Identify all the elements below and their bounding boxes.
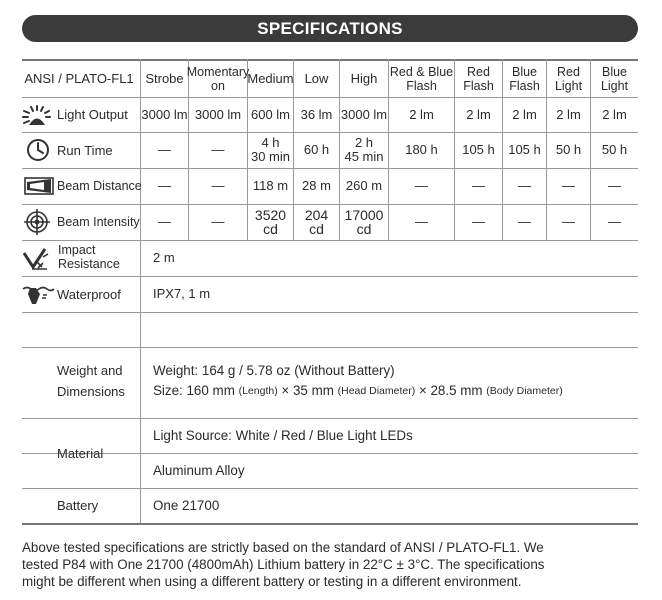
spec-value-line: — [211, 178, 225, 193]
spec-value-line: — [211, 142, 225, 157]
spec-value-cell [591, 97, 638, 132]
mode-header [591, 61, 638, 97]
spec-value-cell [189, 204, 247, 240]
impact-label-line2: Resistance [58, 257, 120, 271]
spec-value-cell [547, 168, 590, 204]
spec-value-cell [389, 204, 454, 240]
mode-header-line: on [211, 79, 225, 93]
spec-value-line: — [562, 178, 575, 193]
size-mid2: × 28.5 mm [415, 383, 487, 398]
size-mid: × 35 mm [277, 383, 338, 398]
spec-value-line: 180 h [405, 142, 438, 157]
size-head-note: (Head Diameter) [337, 385, 416, 397]
weight-label-line2: Dimensions [57, 384, 125, 399]
spec-value-cell [294, 97, 339, 132]
spec-value-line: — [158, 178, 171, 193]
spec-value-cell [503, 132, 546, 168]
spec-value-line: — [562, 214, 575, 229]
impact-resistance-value: 2 m [153, 250, 175, 265]
spec-value-line: 30 min [250, 149, 291, 164]
run-time-label: Run Time [57, 142, 113, 158]
spec-value-line: — [608, 178, 621, 193]
spec-value-line: 36 lm [300, 106, 333, 122]
spec-value-line: 60 h [303, 142, 330, 157]
spec-value-line: 3000 lm [194, 106, 242, 122]
light-output-label: Light Output [57, 107, 128, 122]
spec-value-cell [503, 204, 546, 240]
spec-value-line: 105 h [462, 142, 495, 157]
size-body-note: (Body Diameter) [486, 385, 563, 397]
mode-header-line: Flash [406, 79, 437, 93]
spec-value-cell [248, 97, 293, 132]
mode-header [455, 61, 502, 97]
spec-value-line: — [608, 214, 621, 229]
spec-value-cell [455, 97, 502, 132]
light-output-icon [20, 103, 54, 127]
footnote-line2: tested P84 with One 21700 (4800mAh) Lithium battery in 22°C ± 3°C. The specifications [22, 557, 545, 572]
spec-value-line: — [518, 178, 531, 193]
spec-value-cell [340, 204, 388, 240]
mode-header-line: High [350, 71, 378, 86]
spec-value-cell [389, 132, 454, 168]
mode-header [340, 61, 388, 97]
spec-value-line: 105 h [508, 142, 541, 157]
spec-value-line: 2 lm [602, 106, 627, 122]
mode-header-line: Light [554, 79, 583, 93]
spec-value-cell [141, 97, 188, 132]
spec-value-line: 204 [304, 207, 329, 223]
footnote-line3: might be different when using a different battery or testing in a different environment. [22, 574, 522, 589]
spec-value-line: — [472, 178, 485, 193]
spec-value-line: 260 m [345, 178, 383, 193]
size-prefix: Size: 160 mm [153, 383, 239, 398]
mode-header-line: Red [467, 65, 490, 79]
size-value [153, 382, 638, 400]
mode-header-line: Momentary [186, 65, 250, 79]
mode-header-line: Flash [509, 79, 540, 93]
spec-value-line: 50 h [601, 142, 628, 157]
spec-value-cell [294, 204, 339, 240]
spec-value-cell [248, 204, 293, 240]
spec-value-line: — [158, 214, 171, 229]
spec-value-cell [248, 168, 293, 204]
mode-header-line: Low [304, 71, 329, 86]
row-divider [22, 312, 638, 313]
spec-value-cell [340, 97, 388, 132]
spec-value-line: 2 lm [466, 106, 491, 122]
spec-value-cell [547, 97, 590, 132]
spec-value-line: 3520 [254, 207, 287, 223]
spec-value-line: cd [356, 221, 372, 237]
impact-resistance-label [58, 242, 120, 275]
spec-value-cell [389, 168, 454, 204]
spec-value-line: — [158, 142, 171, 157]
row-divider [22, 347, 638, 348]
battery-value: One 21700 [153, 497, 220, 513]
mode-header [503, 61, 546, 97]
mode-header [248, 61, 293, 97]
mode-header-line: Flash [463, 79, 494, 93]
spec-value-cell [455, 204, 502, 240]
spec-value-cell [141, 132, 188, 168]
spec-value-cell [294, 168, 339, 204]
spec-value-line: 45 min [344, 149, 384, 164]
spec-value-cell [248, 132, 293, 168]
spec-value-line: — [211, 214, 225, 229]
clock-icon [26, 138, 50, 162]
spec-value-line: — [518, 214, 531, 229]
mode-header [547, 61, 590, 97]
spec-value-cell [503, 168, 546, 204]
spec-value-cell [591, 204, 638, 240]
size-length-note: (Length) [238, 385, 278, 397]
spec-value-cell [189, 168, 247, 204]
spec-value-cell [141, 168, 188, 204]
battery-label: Battery [57, 498, 99, 513]
spec-value-line: 4 h [261, 135, 280, 150]
material-label: Material [57, 445, 104, 461]
spec-value-line: 2 lm [556, 106, 581, 122]
spec-value-line: 3000 lm [141, 106, 188, 122]
mode-header [389, 61, 454, 97]
light-source-value: Light Source: White / Red / Blue Light LEDs [153, 427, 413, 443]
waterproof-label: Waterproof [57, 286, 121, 302]
spec-value-line: — [415, 214, 428, 229]
spec-value-cell [294, 132, 339, 168]
spec-value-line: 118 m [252, 178, 289, 193]
spec-value-line: 17000 [344, 207, 384, 223]
mode-header [141, 61, 188, 97]
spec-value-line: cd [263, 221, 278, 237]
mode-header [186, 61, 250, 97]
impact-label-line1: Impact [58, 243, 96, 257]
beam-distance-icon [24, 176, 54, 196]
spec-value-line: — [472, 214, 485, 229]
spec-value-line: 2 lm [512, 106, 537, 122]
waterproof-value: IPX7, 1 m [153, 286, 211, 301]
weight-dimensions-label [57, 360, 125, 402]
spec-value-line: 2 lm [409, 106, 434, 122]
crosshair-icon [24, 209, 50, 235]
spec-value-cell [455, 168, 502, 204]
spec-value-cell [389, 97, 454, 132]
mode-header [294, 61, 339, 97]
mode-header-line: Medium [247, 71, 294, 86]
beam-intensity-label: Beam Intensity [57, 215, 140, 229]
mode-header-line: Red [557, 65, 580, 79]
footnote [22, 539, 642, 590]
spec-value-cell [547, 204, 590, 240]
beam-distance-label: Beam Distance [57, 179, 142, 193]
spec-value-cell [591, 168, 638, 204]
mode-header-line: Light [600, 79, 629, 93]
spec-value-cell [455, 132, 502, 168]
specifications-banner: SPECIFICATIONS [22, 15, 638, 42]
spec-value-line: — [415, 178, 428, 193]
spec-value-line: cd [309, 221, 324, 237]
spec-value-cell [141, 204, 188, 240]
spec-value-cell [591, 132, 638, 168]
mode-header-line: Blue [511, 65, 538, 79]
mode-header-line: Red & Blue [389, 65, 454, 79]
waterproof-icon [21, 284, 55, 306]
spec-value-cell [547, 132, 590, 168]
mode-header-line: Strobe [145, 71, 184, 86]
spec-value-cell [503, 97, 546, 132]
spec-value-cell [340, 132, 388, 168]
spec-value-line: 3000 lm [340, 106, 388, 122]
spec-value-cell [340, 168, 388, 204]
impact-resistance-icon [21, 247, 51, 273]
weight-value: Weight: 164 g / 5.78 oz (Without Battery) [153, 363, 395, 378]
spec-value-line: 28 m [302, 178, 331, 193]
spec-value-line: 600 lm [250, 106, 291, 122]
spec-value-line: 50 h [555, 142, 582, 157]
mode-header-line: Blue [601, 65, 628, 79]
spec-value-cell [189, 97, 247, 132]
body-material-value: Aluminum Alloy [153, 462, 245, 478]
footnote-line1: Above tested specifications are strictly based on the standard of ANSI / PLATO-FL1. We [22, 540, 544, 555]
table-bottom-rule [22, 523, 638, 525]
spec-value-line: 2 h [354, 135, 374, 150]
standard-header: ANSI / PLATO-FL1 [24, 71, 134, 86]
spec-value-cell [189, 132, 247, 168]
weight-label-line1: Weight and [57, 363, 123, 378]
